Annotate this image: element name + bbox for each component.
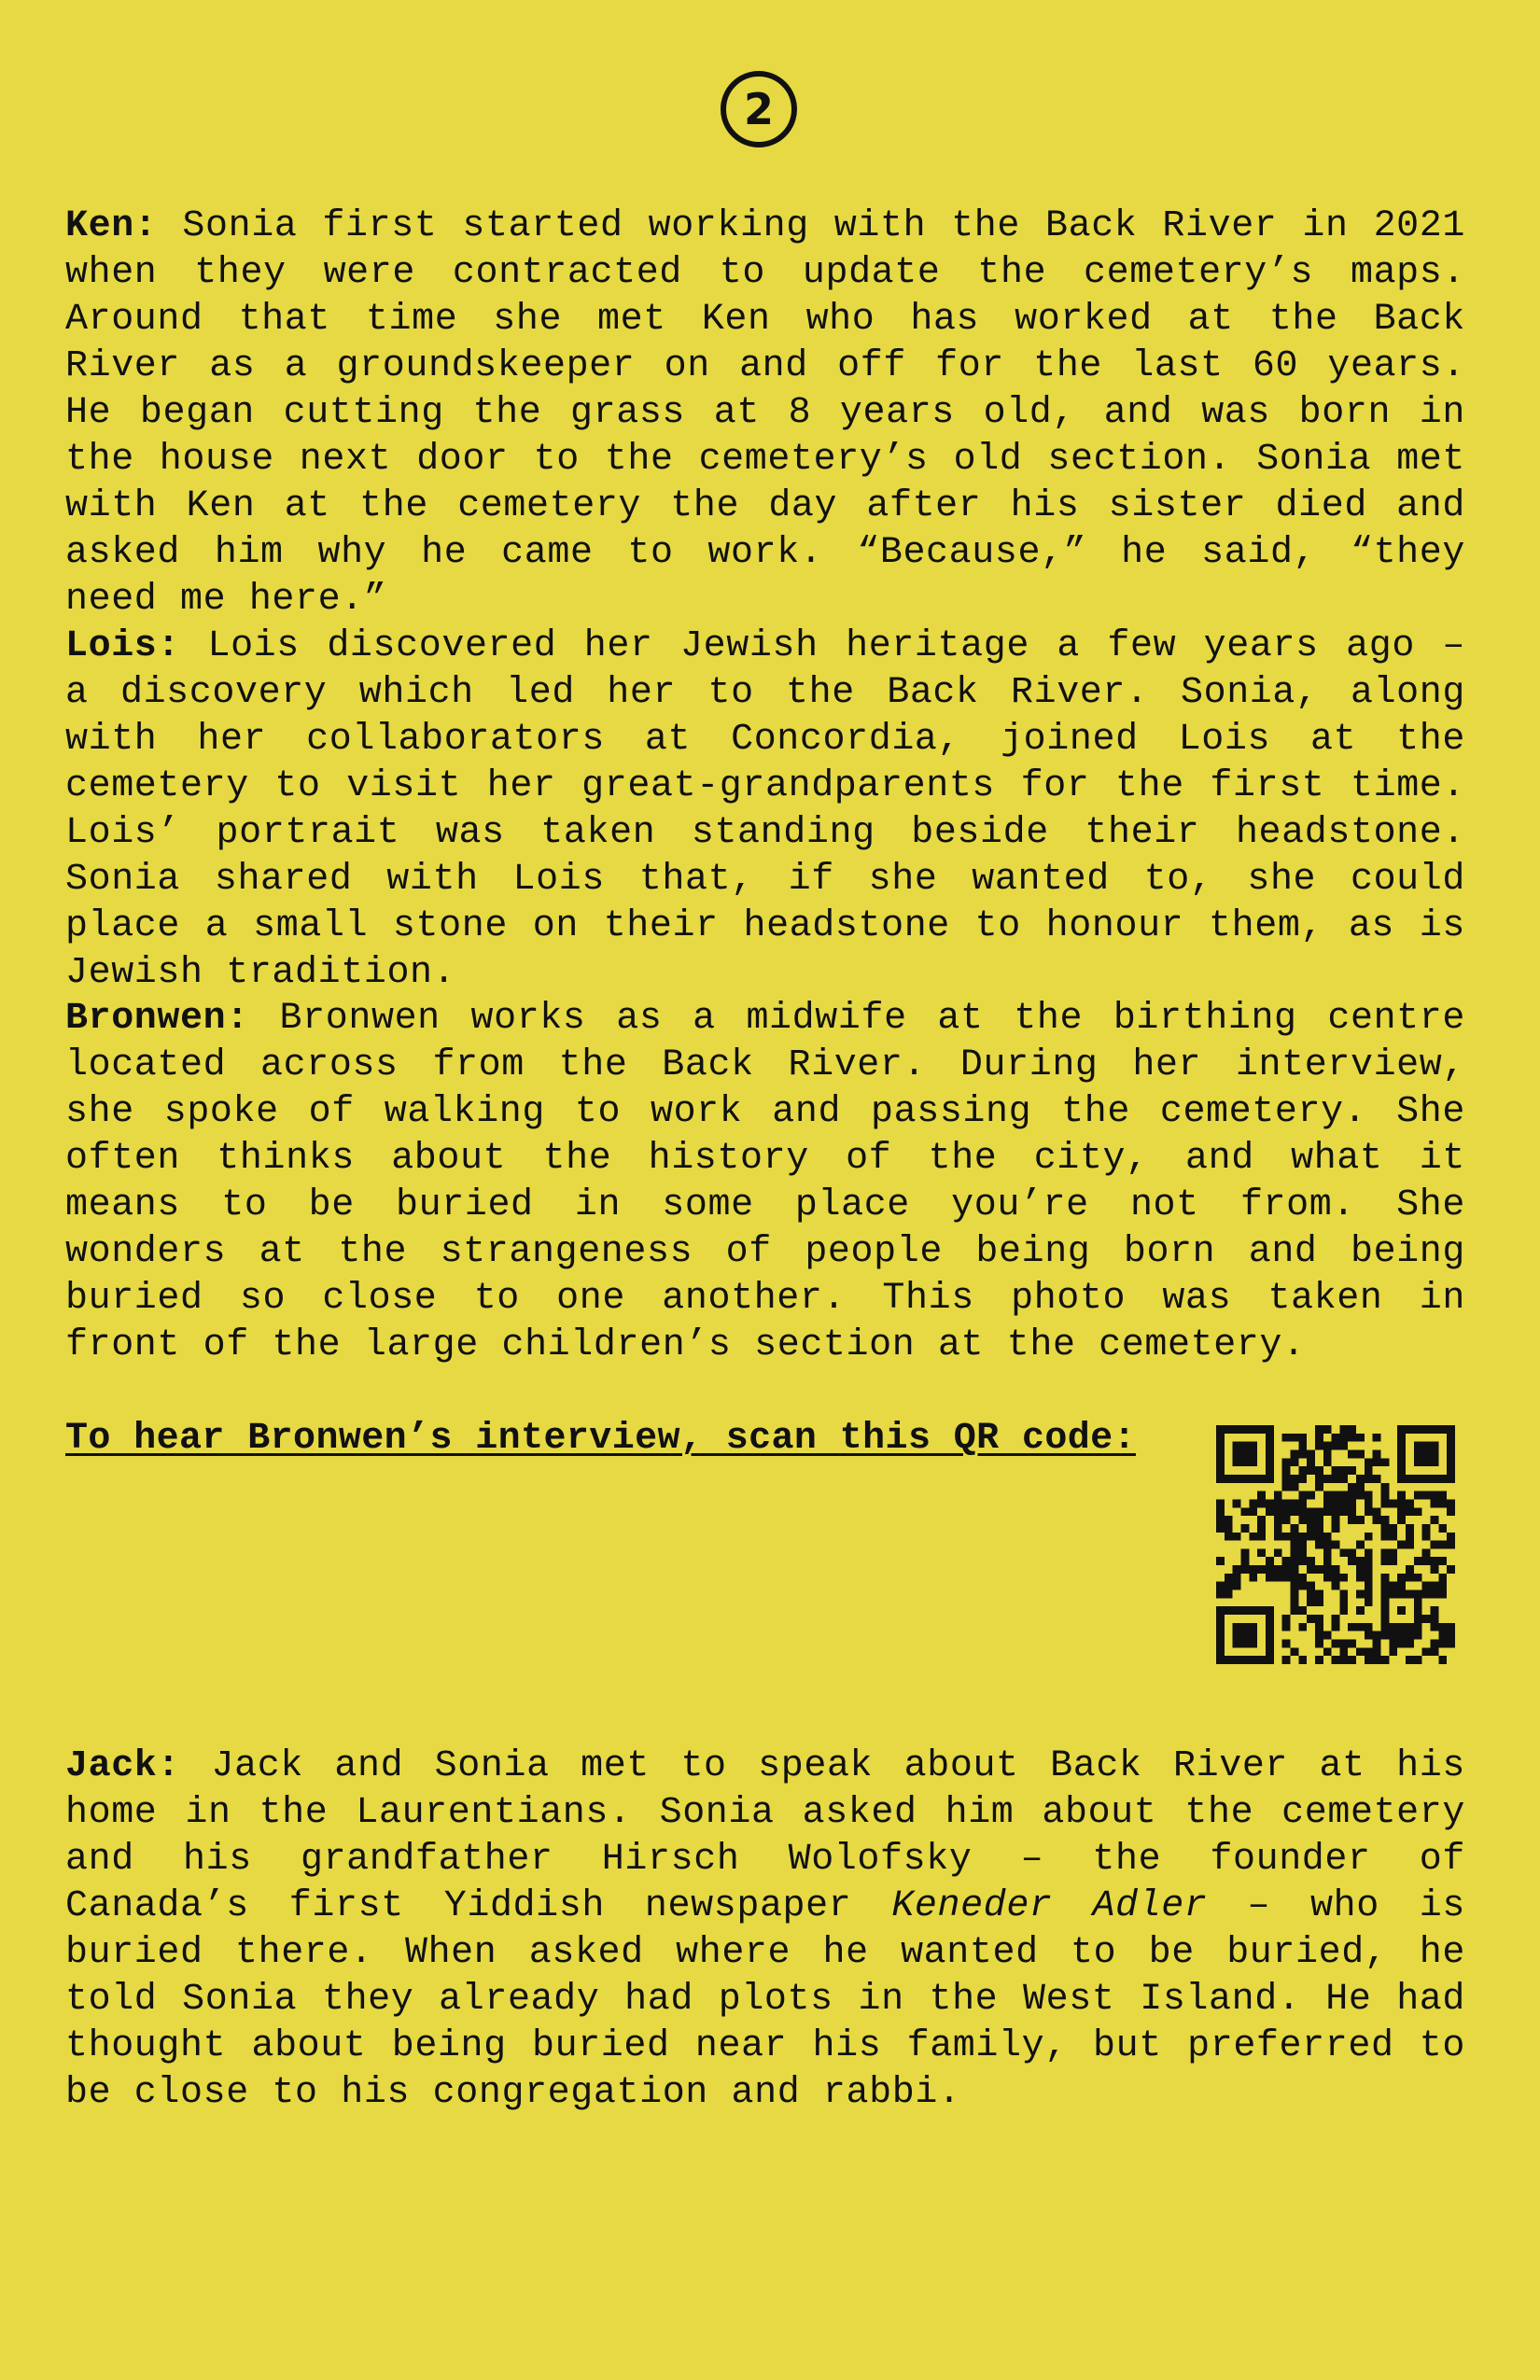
page-number: 2: [721, 71, 797, 147]
bronwen-paragraph: [65, 996, 1465, 1369]
bronwen-name: Bronwen:: [65, 998, 249, 1040]
jack-paragraph: [65, 1743, 1465, 2117]
ken-name: Ken:: [65, 205, 158, 247]
ken-paragraph: [65, 203, 1465, 623]
lois-name: Lois:: [65, 625, 181, 667]
jack-text-after: – who is buried there. When asked where he wanted to be buried, he told Sonia they already had plots in the West Island. He had thought about being buried near his family, but preferred to be close to his congregation and rabbi.: [65, 1885, 1465, 2114]
lois-paragraph: [65, 623, 1465, 997]
newspaper-title: Keneder Adler: [891, 1885, 1208, 1927]
bronwen-text: Bronwen works as a midwife at the birthing centre located across from the Back River. During her interview, she spoke of walking to work and passing the cemetery. She often thinks about the history of the city, and what it means to be buried in some place you’re not from. She wonders at the strangeness of people being born and being buried so close to one another. This photo was taken in front of the large children’s section at the cemetery.: [65, 998, 1465, 1366]
qr-code-icon[interactable]: [1216, 1425, 1455, 1664]
jack-name: Jack:: [65, 1745, 181, 1787]
qr-prompt: To hear Bronwen’s interview, scan this QR code:: [65, 1418, 1136, 1460]
lois-text: Lois discovered her Jewish heritage a few years ago – a discovery which led her to the Back River. Sonia, along with her collaborators at Concordia, joined Lois at the cemetery to visit her great-grandparents for the first time. Lois’ portrait was taken standing beside their headstone. Sonia shared with Lois that, if she wanted to, she could place a small stone on their headstone to honour them, as is Jewish tradition.: [65, 625, 1465, 994]
ken-text: Sonia first started working with the Back River in 2021 when they were contracted to update the cemetery’s maps. Around that time she met Ken who has worked at the Back River as a groundskeeper on and off for the last 60 years. He began cutting the grass at 8 years old, and was born in the house next door to the cemetery’s old section. Sonia met with Ken at the cemetery the day after his sister died and asked him why he came to work. “Because,” he said, “they need me here.”: [65, 205, 1465, 621]
jack-text-before: Jack and Sonia met to speak about Back River at his home in the Laurentians. Sonia asked him about the cemetery and his grandfather Hirsch Wolofsky – the founder of Canada’s first Yiddish newspaper: [65, 1745, 1465, 1927]
qr-code-graphic: [1216, 1425, 1455, 1664]
